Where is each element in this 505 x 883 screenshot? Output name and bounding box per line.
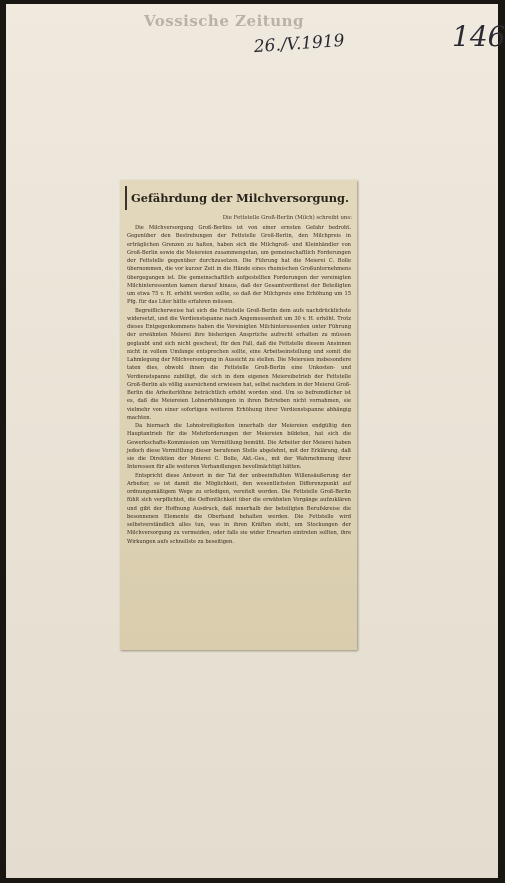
newspaper-clipping (120, 180, 357, 650)
article-paragraph: Entspricht diese Antwort in der Tat der unbeeinflußten Willensäußerung der Arbeiter, so ist damit die Möglichkeit, den wesentlichsten Differenzpunkt auf ordnungsmäßigem Wege zu erledigen, vereitelt worden. Die Fettstelle Groß-Berlin fühlt sich verpflichtet, die Oeffentlichkeit über die erwähnten Vorgänge aufzuklären und gibt der Hoffnung Ausdruck, daß innerhalb der beteiligten Berufskreise die besonnenen Elemente die Oberhand behalten werden. Die Fettstelle wird selbstverständlich alles tun, was in ihren Kräften steht, um Stockungen der Milchversorgung zu vermeiden, oder falls sie wider Erwarten eintreten sollten, ihre Wirkungen aufs schnellste zu beseitigen. (127, 472, 351, 545)
handwritten-page-number: 146 (452, 20, 505, 53)
article-body (127, 224, 351, 644)
newspaper-stamp: Vossische Zeitung (144, 12, 305, 30)
article-paragraph: Da hiernach die Lohnstreitigkeiten innerhalb der Meiereien endgültig den Hauptantrieb für die Mehrforderungen der Meiereien bildeten, hat sich die Gewerkschafts-Kommission um Vermittlung bemüht. Die Arbeiter der Meierei haben jedoch diese Vermittlung dieser berufenen Stelle abgelehnt, mit der Erklärung, daß sie die Direktion der Meierei C. Bolle, Akt.-Ges., mit der Wahrnehmung ihrer Interessen für alle weiteren Verhandlungen bevollmächtigt hätten. (127, 423, 351, 471)
handwritten-date: 26./V.1919 (253, 30, 346, 58)
article-byline: Die Fettstelle Groß-Berlin (Milch) schreibt uns: (222, 215, 352, 221)
article-paragraph: Die Milchversorgung Groß-Berlins ist von einer ernsten Gefahr bedroht. Gegenüber den Bestrebungen der Fettstelle Groß-Berlin, den Milchpreis in erträglichen Grenzen zu halten, haben sich die Milchgroß- und Kleinhändler von Groß-Berlin sowie die Meiereien zusammengetan, um gemeinschaftlich Forderungen der Fettstelle gegenüber durchzusetzen. Die Führung hat die Meierei C. Bolle übernommen, die vor kurzer Zeit in die Hände eines rheinischen Großunternehmens übergegangen ist. Die gemeinschaftlich aufgestellten Forderungen der vereinigten Milchinteressenten kamen darauf hinaus, daß der Gesamtverdienst der Beteiligten um etwa 75 v. H. erhöht werden sollte, so daß der Milchpreis eine Erhöhung um 15 Pfg. für das Liter hätte erfahren müssen. (127, 225, 351, 306)
archive-sheet (6, 4, 505, 878)
article-headline: Gefährdung der Milchversorgung. (125, 186, 351, 210)
article-paragraph: Begreiflicherweise hat sich die Fettstelle Groß-Berlin dem aufs nachdrücklichste widersetzt, und die Verdienstspanne nach Angemessenheit um 30 v. H. erhöht. Trotz dieses Entgegenkommens haben die Vereinigten Milchinteressenten unter Führung der erwähnten Meierei ihre bisherigen Ansprüche aufrecht erhalten zu müssen geglaubt und sich nicht gescheut, für den Fall, daß die Fettstelle diesem Ansinnen nicht in vollem Umfange entsprechen sollte, eine Arbeitseinstellung und somit die Lahmlegung der Milchversorgung in Aussicht zu stellen. Die Meiereien insbesondere taten dies, obwohl ihnen die Fettstelle Groß-Berlin eine Unkosten- und Verdienstspanne zubilligt, die sich in dem eigenen Meiereibetrieb der Fettstelle Groß-Berlin als völlig ausreichend erwiesen hat, selbst nachdem in der Meierei Groß-Berlin die Arbeiterlöhne beträchtlich erhöht worden sind. Um so befremdlicher ist es, daß die Meiereien Lohnerhöhungen in ihren Betrieben nicht vornahmen, sie vielmehr von einer sofortigen weiteren Erhöhung ihrer Verdienstspanne abhängig machten. (127, 307, 351, 421)
